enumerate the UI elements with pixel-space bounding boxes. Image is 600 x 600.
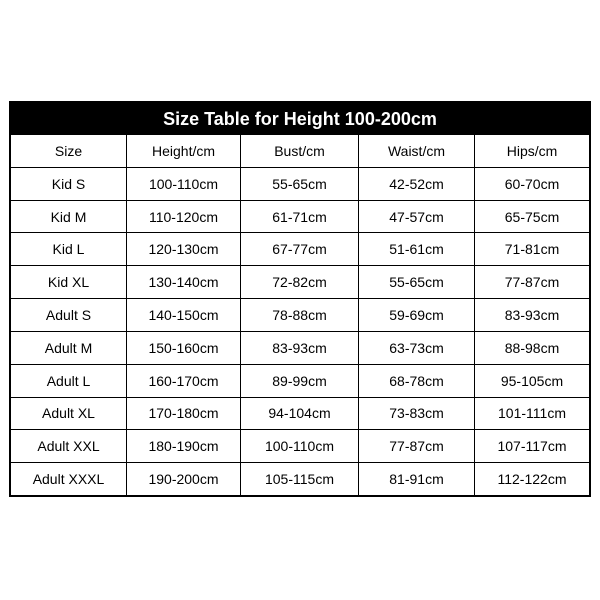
cell-waist: 51-61cm xyxy=(358,233,474,265)
cell-height: 130-140cm xyxy=(126,266,240,298)
cell-size: Kid XL xyxy=(47,274,90,291)
cell-waist: 81-91cm xyxy=(358,463,474,495)
cell-waist: 55-65cm xyxy=(358,266,474,298)
cell-waist: 42-52cm xyxy=(358,168,474,200)
cell-waist: 77-87cm xyxy=(358,430,474,462)
cell-waist: 47-57cm xyxy=(358,201,474,233)
cell-hips: 71-81cm xyxy=(474,233,589,265)
cell-bust: 72-82cm xyxy=(240,266,358,298)
cell-size: Kid S xyxy=(51,175,86,192)
table-row xyxy=(11,167,589,200)
cell-bust: 61-71cm xyxy=(240,201,358,233)
table-row xyxy=(11,364,589,397)
table-row xyxy=(11,331,589,364)
cell-bust: 105-115cm xyxy=(240,463,358,495)
header-hips: Hips/cm xyxy=(474,135,589,167)
cell-height: 140-150cm xyxy=(126,299,240,331)
cell-size: Adult XL xyxy=(42,405,95,422)
size-table xyxy=(9,101,591,497)
cell-height: 160-170cm xyxy=(126,365,240,397)
cell-waist: 63-73cm xyxy=(358,332,474,364)
cell-bust: 78-88cm xyxy=(240,299,358,331)
cell-bust: 67-77cm xyxy=(240,233,358,265)
cell-bust: 83-93cm xyxy=(240,332,358,364)
cell-hips: 83-93cm xyxy=(474,299,589,331)
table-row xyxy=(11,429,589,462)
cell-height: 170-180cm xyxy=(126,398,240,430)
cell-hips: 95-105cm xyxy=(474,365,589,397)
cell-size: Adult L xyxy=(46,372,91,389)
cell-waist: 68-78cm xyxy=(358,365,474,397)
cell-size: Adult XXL xyxy=(37,438,100,455)
cell-size: Adult S xyxy=(45,306,92,323)
table-row xyxy=(11,462,589,495)
cell-bust: 94-104cm xyxy=(240,398,358,430)
header-size: Size xyxy=(54,142,83,159)
cell-bust: 55-65cm xyxy=(240,168,358,200)
table-row xyxy=(11,200,589,233)
header-waist: Waist/cm xyxy=(358,135,474,167)
cell-hips: 60-70cm xyxy=(474,168,589,200)
cell-hips: 77-87cm xyxy=(474,266,589,298)
header-height: Height/cm xyxy=(126,135,240,167)
cell-size: Adult XXXL xyxy=(32,471,105,488)
table-title: Size Table for Height 100-200cm xyxy=(11,103,589,135)
cell-size: Kid L xyxy=(52,241,85,258)
table-row xyxy=(11,397,589,430)
table-row xyxy=(11,232,589,265)
cell-hips: 88-98cm xyxy=(474,332,589,364)
header-bust: Bust/cm xyxy=(240,135,358,167)
cell-waist: 59-69cm xyxy=(358,299,474,331)
table-row xyxy=(11,265,589,298)
cell-size: Adult M xyxy=(44,339,93,356)
cell-height: 190-200cm xyxy=(126,463,240,495)
cell-height: 180-190cm xyxy=(126,430,240,462)
cell-size: Kid M xyxy=(50,208,87,225)
cell-bust: 89-99cm xyxy=(240,365,358,397)
cell-hips: 107-117cm xyxy=(474,430,589,462)
table-header-row xyxy=(11,135,589,167)
cell-height: 150-160cm xyxy=(126,332,240,364)
cell-waist: 73-83cm xyxy=(358,398,474,430)
cell-height: 100-110cm xyxy=(126,168,240,200)
cell-bust: 100-110cm xyxy=(240,430,358,462)
table-body xyxy=(11,135,589,495)
cell-height: 110-120cm xyxy=(126,201,240,233)
cell-height: 120-130cm xyxy=(126,233,240,265)
cell-hips: 112-122cm xyxy=(474,463,589,495)
cell-hips: 65-75cm xyxy=(474,201,589,233)
table-row xyxy=(11,298,589,331)
cell-hips: 101-111cm xyxy=(474,398,589,430)
